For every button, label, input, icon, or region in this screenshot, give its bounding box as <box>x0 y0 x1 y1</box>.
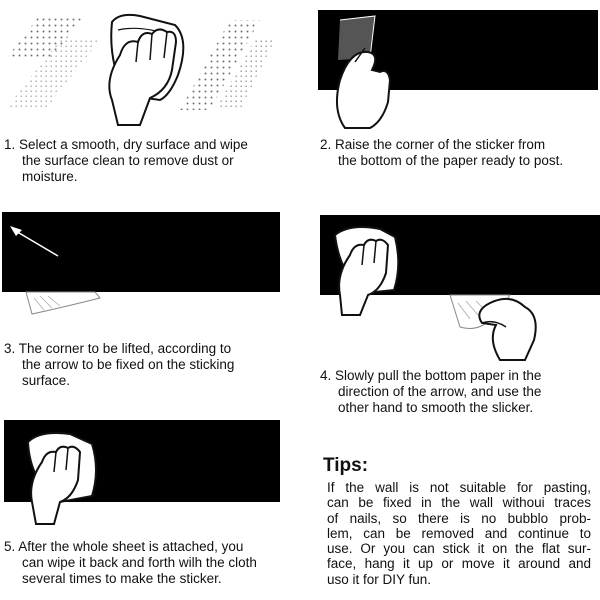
step-3-line-1: 3. The corner to be lifted, according to <box>4 341 232 356</box>
step-5-line-2: can wipe it back and forth wilh the cloth <box>22 555 257 570</box>
step-5-line-3: several times to make the sticker. <box>22 571 222 586</box>
step-1-line-3: moisture. <box>22 169 78 184</box>
step-4-text <box>320 368 541 416</box>
sticker-corner-illustration <box>0 212 290 332</box>
tips-body <box>327 480 591 587</box>
step-2-line-1: 2. Raise the corner of the sticker from <box>320 137 546 152</box>
step-3-line-3: surface. <box>22 373 71 388</box>
step-5-illustration <box>0 420 290 525</box>
tips-line-1: If the wall is not suitable for pasting, <box>327 480 591 495</box>
step-3-illustration <box>0 212 290 332</box>
step-2-text <box>320 137 563 169</box>
tips-line-2: can be fixed in the wall withoui traces <box>327 495 591 511</box>
step-1-line-1: 1. Select a smooth, dry surface and wipe <box>4 137 248 152</box>
tips-line-6: face, hang it up or move it around and <box>327 556 591 572</box>
step-3-text <box>4 341 234 389</box>
pull-paper-illustration <box>310 215 600 365</box>
hand-wiping-icon <box>0 0 300 130</box>
step-1-illustration <box>0 0 300 130</box>
step-4-line-3: other hand to smooth the slicker. <box>338 400 534 415</box>
step-4-line-2: direction of the arrow, and use the <box>338 384 542 399</box>
tips-line-7: uso it for DIY fun. <box>327 571 432 587</box>
step-5-text <box>4 539 257 587</box>
hand-pulling-paper-icon <box>450 295 536 360</box>
step-3-line-2: the arrow to be fixed on the sticking <box>22 357 235 372</box>
hand-wiping-icon <box>28 433 96 524</box>
hand-lifting-corner-icon <box>310 10 600 130</box>
hand-smoothing-icon <box>335 227 398 315</box>
step-4-illustration <box>310 215 600 365</box>
step-2-line-2: the bottom of the paper ready to post. <box>338 153 564 168</box>
step-5-line-1: 5. After the whole sheet is attached, you <box>4 539 244 554</box>
wipe-sticker-illustration <box>0 420 290 525</box>
step-1-text <box>4 137 248 185</box>
tips-line-5: use. Or you can stick it on the flat sur- <box>327 541 591 557</box>
step-4-line-1: 4. Slowly pull the bottom paper in the <box>320 368 542 383</box>
tips-line-3: of nails, so there is no bubblo prob- <box>327 510 591 526</box>
tips-title: Tips: <box>323 455 369 476</box>
step-2-illustration <box>310 10 600 130</box>
step-1-line-2: the surface clean to remove dust or <box>22 153 234 168</box>
tips-line-4: lem, can be removed and continue to <box>327 525 591 541</box>
